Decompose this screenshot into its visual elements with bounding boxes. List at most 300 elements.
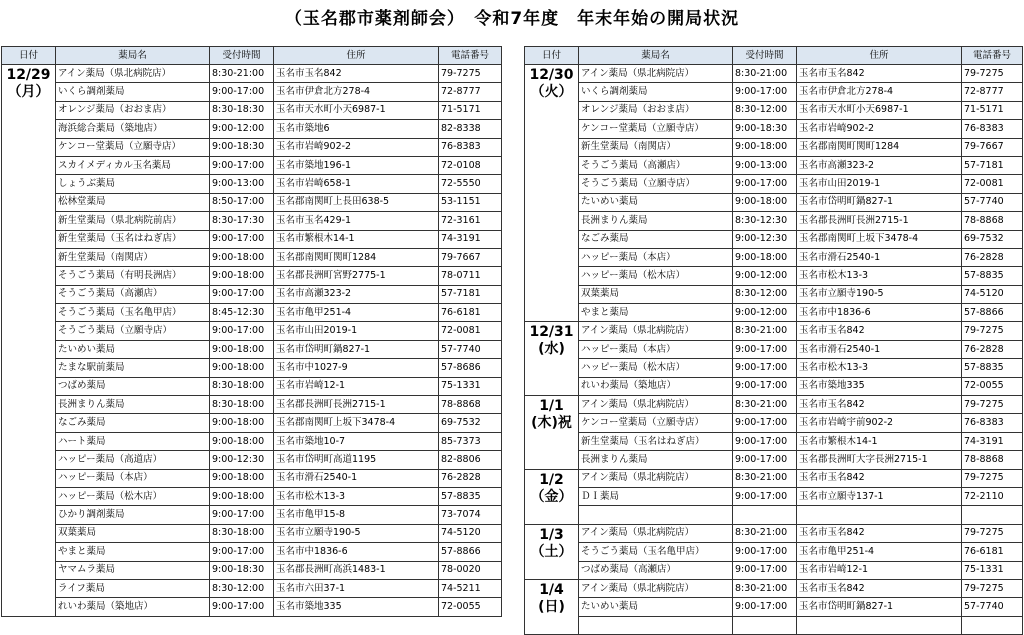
- phone-cell: 72-8777: [962, 83, 1023, 101]
- column-header: 受付時間: [733, 47, 797, 65]
- hours-cell: 9:00-17:00: [733, 414, 797, 432]
- pharmacy-name-cell: ＤＩ薬局: [579, 487, 733, 505]
- phone-cell: 72-0081: [439, 322, 502, 340]
- pharmacy-name-cell: ハッピー薬局（松木店）: [579, 359, 733, 377]
- date-cell: [525, 524, 579, 579]
- phone-cell: 74-5211: [439, 579, 502, 597]
- hours-cell: 9:00-18:00: [210, 267, 274, 285]
- phone-cell: 69-7532: [962, 230, 1023, 248]
- hours-cell: 9:00-17:00: [733, 451, 797, 469]
- address-cell: 玉名市玉名429-1: [274, 212, 439, 230]
- pharmacy-name-cell: アイン薬局（県北病院店）: [579, 469, 733, 487]
- table-row: [525, 359, 1023, 377]
- date-cell: [525, 65, 579, 322]
- table-row: [525, 267, 1023, 285]
- table-row: [525, 193, 1023, 211]
- hours-cell: 9:00-18:00: [210, 487, 274, 505]
- table-row: [2, 175, 502, 193]
- pharmacy-name-cell: ハッピー薬局（本店）: [579, 340, 733, 358]
- column-header: 住所: [797, 47, 962, 65]
- address-cell: 玉名市高瀬323-2: [274, 285, 439, 303]
- table-row: [525, 322, 1023, 340]
- table-row: [525, 156, 1023, 174]
- table-row: [525, 487, 1023, 505]
- hours-cell: 9:00-17:00: [733, 359, 797, 377]
- hours-cell: 9:00-17:00: [733, 543, 797, 561]
- address-cell: 玉名郡長洲町大字長洲2715-1: [797, 451, 962, 469]
- hours-cell: 9:00-17:00: [733, 83, 797, 101]
- phone-cell: 53-1151: [439, 193, 502, 211]
- hours-cell: 9:00-17:00: [210, 506, 274, 524]
- table-row: [2, 65, 502, 83]
- table-row: [2, 101, 502, 119]
- table-row: [2, 451, 502, 469]
- hours-cell: 9:00-18:30: [733, 120, 797, 138]
- address-cell: 玉名市繁根木14-1: [797, 432, 962, 450]
- address-cell: 玉名市伊倉北方278-4: [274, 83, 439, 101]
- pharmacy-name-cell: 松林堂薬局: [56, 193, 210, 211]
- hours-cell: 9:00-18:00: [210, 340, 274, 358]
- table-row: [525, 138, 1023, 156]
- phone-cell: 57-7181: [439, 285, 502, 303]
- pharmacy-name-cell: いくら調剤薬局: [579, 83, 733, 101]
- hours-cell: 8:30-12:00: [733, 101, 797, 119]
- date-cell: [525, 469, 579, 524]
- date-label: 12/29: [6, 67, 51, 83]
- address-cell: 玉名市玉名842: [797, 469, 962, 487]
- table-row: [525, 285, 1023, 303]
- address-cell: [797, 506, 962, 524]
- phone-cell: 78-8868: [439, 396, 502, 414]
- pharmacy-name-cell: そうごう薬局（有明長洲店）: [56, 267, 210, 285]
- address-cell: 玉名市立願寺190-5: [797, 285, 962, 303]
- pharmacy-name-cell: オレンジ薬局（おおま店）: [56, 101, 210, 119]
- column-header: 薬局名: [579, 47, 733, 65]
- address-cell: 玉名市六田37-1: [274, 579, 439, 597]
- pharmacy-name-cell: ケンコー堂薬局（立願寺店）: [579, 414, 733, 432]
- pharmacy-name-cell: ハッピー薬局（松木店）: [579, 267, 733, 285]
- phone-cell: 57-8835: [962, 359, 1023, 377]
- phone-cell: 76-8383: [962, 120, 1023, 138]
- address-cell: 玉名郡長洲町長洲2715-1: [274, 396, 439, 414]
- address-cell: 玉名市滑石2540-1: [797, 248, 962, 266]
- hours-cell: 8:30-12:30: [733, 212, 797, 230]
- phone-cell: 79-7275: [962, 469, 1023, 487]
- phone-cell: 79-7275: [962, 322, 1023, 340]
- hours-cell: 8:30-18:00: [210, 377, 274, 395]
- phone-cell: 76-6181: [439, 304, 502, 322]
- address-cell: 玉名市中1836-6: [274, 543, 439, 561]
- phone-cell: 76-6181: [962, 543, 1023, 561]
- pharmacy-name-cell: ハッピー薬局（本店）: [579, 248, 733, 266]
- pharmacy-name-cell: たいめい薬局: [579, 193, 733, 211]
- phone-cell: 79-7275: [962, 524, 1023, 542]
- table-row: [525, 598, 1023, 616]
- address-cell: 玉名市玉名842: [797, 65, 962, 83]
- hours-cell: 9:00-17:00: [733, 377, 797, 395]
- address-cell: 玉名市岩崎12-1: [797, 561, 962, 579]
- table-row: [2, 359, 502, 377]
- phone-cell: 72-5550: [439, 175, 502, 193]
- hours-cell: 8:30-18:30: [210, 101, 274, 119]
- page-title: （玉名郡市薬剤師会） 令和7年度 年末年始の開局状況: [284, 9, 740, 29]
- table-row: [525, 230, 1023, 248]
- table-row: [2, 138, 502, 156]
- phone-cell: 82-8338: [439, 120, 502, 138]
- pharmacy-name-cell: 新生堂薬局（玉名はねぎ店）: [56, 230, 210, 248]
- table-row: [525, 101, 1023, 119]
- table-row: [525, 561, 1023, 579]
- table-row: [2, 506, 502, 524]
- phone-cell: 85-7373: [439, 432, 502, 450]
- hours-cell: 9:00-17:00: [210, 543, 274, 561]
- pharmacy-name-cell: 双葉薬局: [56, 524, 210, 542]
- address-cell: 玉名市岩崎902-2: [274, 138, 439, 156]
- pharmacy-name-cell: アイン薬局（県北病院店）: [579, 65, 733, 83]
- hours-cell: 8:30-12:00: [733, 285, 797, 303]
- pharmacy-name-cell: つばめ薬局: [56, 377, 210, 395]
- phone-cell: 57-7740: [962, 193, 1023, 211]
- phone-cell: 72-2110: [962, 487, 1023, 505]
- phone-cell: 73-7074: [439, 506, 502, 524]
- hours-cell: 8:30-21:00: [733, 322, 797, 340]
- pharmacy-name-cell: スカイメディカル玉名薬局: [56, 156, 210, 174]
- pharmacy-name-cell: たいめい薬局: [579, 598, 733, 616]
- address-cell: 玉名市玉名842: [274, 65, 439, 83]
- phone-cell: 79-7667: [962, 138, 1023, 156]
- table-row: [2, 579, 502, 597]
- pharmacy-name-cell: なごみ薬局: [56, 414, 210, 432]
- hours-cell: 9:00-18:00: [210, 248, 274, 266]
- date-label: 12/31: [529, 324, 574, 341]
- phone-cell: 72-3161: [439, 212, 502, 230]
- pharmacy-name-cell: いくら調剤薬局: [56, 83, 210, 101]
- address-cell: 玉名市山田2019-1: [797, 175, 962, 193]
- address-cell: 玉名市玉名842: [797, 396, 962, 414]
- address-cell: 玉名市築地335: [797, 377, 962, 395]
- hours-cell: 8:30-21:00: [733, 579, 797, 597]
- pharmacy-name-cell: ケンコー堂薬局（立願寺店）: [579, 120, 733, 138]
- phone-cell: 72-0081: [962, 175, 1023, 193]
- phone-cell: 76-2828: [962, 340, 1023, 358]
- hours-cell: 8:30-18:00: [210, 396, 274, 414]
- table-row: [2, 487, 502, 505]
- address-cell: 玉名市玉名842: [797, 524, 962, 542]
- hours-cell: 8:30-17:30: [210, 212, 274, 230]
- table-row: [2, 83, 502, 101]
- address-cell: 玉名市松木13-3: [797, 359, 962, 377]
- hours-cell: 9:00-17:00: [210, 83, 274, 101]
- pharmacy-name-cell: 新生堂薬局（県北病院前店）: [56, 212, 210, 230]
- phone-cell: 57-7181: [962, 156, 1023, 174]
- phone-cell: 78-0711: [439, 267, 502, 285]
- hours-cell: 9:00-12:00: [210, 120, 274, 138]
- address-cell: 玉名市岱明町鍋827-1: [797, 598, 962, 616]
- address-cell: 玉名市亀甲251-4: [274, 304, 439, 322]
- table-row: [525, 120, 1023, 138]
- column-header: 日付: [2, 47, 56, 65]
- table-row: [2, 322, 502, 340]
- pharmacy-name-cell: ライフ薬局: [56, 579, 210, 597]
- phone-cell: 76-8383: [962, 414, 1023, 432]
- table-row: [2, 414, 502, 432]
- date-label: 12/30: [529, 67, 574, 83]
- phone-cell: 72-0108: [439, 156, 502, 174]
- hours-cell: 9:00-17:00: [210, 598, 274, 616]
- schedule-table-right: [524, 46, 1023, 635]
- phone-cell: 79-7275: [962, 579, 1023, 597]
- pharmacy-name-cell: 長洲まりん薬局: [579, 451, 733, 469]
- table-row: [525, 212, 1023, 230]
- phone-cell: 72-0055: [962, 377, 1023, 395]
- hours-cell: 9:00-17:00: [210, 156, 274, 174]
- address-cell: 玉名市中1027-9: [274, 359, 439, 377]
- address-cell: 玉名市松木13-3: [274, 487, 439, 505]
- date-cell: [2, 65, 56, 617]
- column-header: 受付時間: [210, 47, 274, 65]
- phone-cell: 79-7275: [962, 396, 1023, 414]
- table-row: [2, 543, 502, 561]
- table-row: [525, 469, 1023, 487]
- table-row: [525, 396, 1023, 414]
- hours-cell: 9:00-13:00: [733, 156, 797, 174]
- hours-cell: 9:00-18:00: [733, 138, 797, 156]
- pharmacy-name-cell: アイン薬局（県北病院店）: [579, 396, 733, 414]
- phone-cell: 57-8835: [439, 487, 502, 505]
- pharmacy-name-cell: やまと薬局: [579, 304, 733, 322]
- pharmacy-name-cell: そうごう薬局（高瀬店）: [56, 285, 210, 303]
- address-cell: 玉名市繁根木14-1: [274, 230, 439, 248]
- phone-cell: 78-0020: [439, 561, 502, 579]
- table-row: [525, 340, 1023, 358]
- phone-cell: 74-3191: [439, 230, 502, 248]
- table-row: [2, 561, 502, 579]
- hours-cell: 8:30-12:00: [210, 579, 274, 597]
- address-cell: 玉名市岱明町高道1195: [274, 451, 439, 469]
- hours-cell: 9:00-18:30: [210, 138, 274, 156]
- hours-cell: 9:00-18:00: [210, 469, 274, 487]
- hours-cell: 8:50-17:00: [210, 193, 274, 211]
- pharmacy-name-cell: つばめ薬局（高瀬店）: [579, 561, 733, 579]
- pharmacy-name-cell: 長洲まりん薬局: [579, 212, 733, 230]
- hours-cell: 8:30-21:00: [733, 469, 797, 487]
- hours-cell: 9:00-12:30: [733, 230, 797, 248]
- pharmacy-name-cell: たまな駅前薬局: [56, 359, 210, 377]
- phone-cell: 71-5171: [439, 101, 502, 119]
- hours-cell: 8:30-18:00: [210, 524, 274, 542]
- table-row: [2, 396, 502, 414]
- address-cell: 玉名市滑石2540-1: [797, 340, 962, 358]
- pharmacy-name-cell: 新生堂薬局（玉名はねぎ店）: [579, 432, 733, 450]
- address-cell: 玉名市岩崎宇前902-2: [797, 414, 962, 432]
- phone-cell: 79-7275: [962, 65, 1023, 83]
- address-cell: 玉名郡南関町関町1284: [797, 138, 962, 156]
- phone-cell: 79-7275: [439, 65, 502, 83]
- table-row: [2, 304, 502, 322]
- table-row: [525, 304, 1023, 322]
- table-row: [525, 175, 1023, 193]
- phone-cell: 57-7740: [439, 340, 502, 358]
- address-cell: 玉名郡南関町上坂下3478-4: [274, 414, 439, 432]
- phone-cell: 57-8866: [439, 543, 502, 561]
- hours-cell: 8:45-12:30: [210, 304, 274, 322]
- address-cell: 玉名市岱明町鍋827-1: [274, 340, 439, 358]
- address-cell: 玉名市築地196-1: [274, 156, 439, 174]
- column-header: 電話番号: [962, 47, 1023, 65]
- weekday-label: （月）: [7, 84, 50, 100]
- pharmacy-name-cell: そうごう薬局（玉名亀甲店）: [56, 304, 210, 322]
- address-cell: 玉名市築地10-7: [274, 432, 439, 450]
- hours-cell: 9:00-17:00: [733, 598, 797, 616]
- phone-cell: 76-2828: [439, 469, 502, 487]
- phone-cell: 74-3191: [962, 432, 1023, 450]
- column-header: 電話番号: [439, 47, 502, 65]
- phone-cell: 57-8835: [962, 267, 1023, 285]
- phone-cell: 82-8806: [439, 451, 502, 469]
- date-cell: [525, 579, 579, 634]
- table-row: [2, 469, 502, 487]
- pharmacy-name-cell: 長洲まりん薬局: [56, 396, 210, 414]
- table-row: [2, 432, 502, 450]
- address-cell: 玉名市亀甲15-8: [274, 506, 439, 524]
- table-row: [2, 248, 502, 266]
- phone-cell: 57-7740: [962, 598, 1023, 616]
- address-cell: 玉名市岱明町鍋827-1: [797, 193, 962, 211]
- address-cell: 玉名市岩崎12-1: [274, 377, 439, 395]
- phone-cell: 75-1331: [439, 377, 502, 395]
- pharmacy-name-cell: ハッピー薬局（松木店）: [56, 487, 210, 505]
- phone-cell: 74-5120: [439, 524, 502, 542]
- hours-cell: [733, 506, 797, 524]
- pharmacy-name-cell: ヤマムラ薬局: [56, 561, 210, 579]
- table-row: [525, 83, 1023, 101]
- address-cell: 玉名市山田2019-1: [274, 322, 439, 340]
- pharmacy-name-cell: アイン薬局（県北病院店）: [579, 322, 733, 340]
- address-cell: 玉名市滑石2540-1: [274, 469, 439, 487]
- pharmacy-name-cell: ハッピー薬局（本店）: [56, 469, 210, 487]
- hours-cell: 9:00-18:00: [210, 432, 274, 450]
- pharmacy-name-cell: ハート薬局: [56, 432, 210, 450]
- hours-cell: 9:00-17:00: [733, 561, 797, 579]
- table-row: [525, 543, 1023, 561]
- address-cell: 玉名市中1836-6: [797, 304, 962, 322]
- weekday-label: (日): [538, 598, 565, 615]
- address-cell: 玉名郡南関町上坂下3478-4: [797, 230, 962, 248]
- phone-cell: [962, 506, 1023, 524]
- weekday-label: （金）: [530, 488, 573, 505]
- pharmacy-name-cell: なごみ薬局: [579, 230, 733, 248]
- pharmacy-name-cell: 新生堂薬局（南関店）: [56, 248, 210, 266]
- address-cell: 玉名市築地335: [274, 598, 439, 616]
- pharmacy-name-cell: そうごう薬局（立願寺店）: [579, 175, 733, 193]
- hours-cell: 9:00-17:00: [733, 487, 797, 505]
- address-cell: 玉名市高瀬323-2: [797, 156, 962, 174]
- pharmacy-name-cell: 海浜総合薬局（築地店）: [56, 120, 210, 138]
- address-cell: 玉名市岩崎658-1: [274, 175, 439, 193]
- hours-cell: 9:00-17:00: [733, 175, 797, 193]
- address-cell: 玉名郡長洲町高浜1483-1: [274, 561, 439, 579]
- schedule-table-left: [1, 46, 502, 617]
- weekday-label: （土）: [530, 543, 573, 560]
- table-row: [2, 193, 502, 211]
- address-cell: 玉名市玉名842: [797, 322, 962, 340]
- table-row: [525, 579, 1023, 597]
- table-row: [525, 432, 1023, 450]
- hours-cell: 9:00-18:00: [210, 414, 274, 432]
- date-label: 1/1: [539, 398, 564, 415]
- phone-cell: 78-8868: [962, 451, 1023, 469]
- weekday-label: （火）: [530, 84, 573, 100]
- pharmacy-name-cell: しょうぶ薬局: [56, 175, 210, 193]
- phone-cell: 71-5171: [962, 101, 1023, 119]
- hours-cell: 9:00-17:00: [733, 432, 797, 450]
- table-row: [2, 524, 502, 542]
- hours-cell: 9:00-12:00: [733, 304, 797, 322]
- table-row: [525, 248, 1023, 266]
- hours-cell: 9:00-12:30: [210, 451, 274, 469]
- table-row: [525, 377, 1023, 395]
- pharmacy-name-cell: そうごう薬局（高瀬店）: [579, 156, 733, 174]
- hours-cell: 8:30-21:00: [733, 396, 797, 414]
- table-row: [2, 340, 502, 358]
- pharmacy-name-cell: ハッピー薬局（高道店）: [56, 451, 210, 469]
- address-cell: 玉名郡南関町上長田638-5: [274, 193, 439, 211]
- hours-cell: 9:00-18:30: [210, 561, 274, 579]
- address-cell: 玉名郡南関町関町1284: [274, 248, 439, 266]
- header-row: [2, 47, 502, 65]
- table-row: [2, 120, 502, 138]
- hours-cell: 9:00-12:00: [733, 267, 797, 285]
- table-row: [2, 267, 502, 285]
- table-row: [2, 212, 502, 230]
- address-cell: 玉名市立願寺190-5: [274, 524, 439, 542]
- table-row: [525, 524, 1023, 542]
- phone-cell: 79-7667: [439, 248, 502, 266]
- pharmacy-name-cell: れいわ薬局（築地店）: [56, 598, 210, 616]
- pharmacy-name-cell: アイン薬局（県北病院店）: [579, 579, 733, 597]
- hours-cell: 9:00-13:00: [210, 175, 274, 193]
- address-cell: 玉名市玉名842: [797, 579, 962, 597]
- pharmacy-name-cell: アイン薬局（県北病院店）: [579, 524, 733, 542]
- address-cell: 玉名市立願寺137-1: [797, 487, 962, 505]
- address-cell: 玉名市天水町小天6987-1: [274, 101, 439, 119]
- hours-cell: 9:00-17:00: [210, 285, 274, 303]
- phone-cell: 76-2828: [962, 248, 1023, 266]
- date-cell: [525, 396, 579, 470]
- address-cell: 玉名市松木13-3: [797, 267, 962, 285]
- table-row: [2, 230, 502, 248]
- pharmacy-name-cell: そうごう薬局（玉名亀甲店）: [579, 543, 733, 561]
- pharmacy-name-cell: [579, 506, 733, 524]
- hours-cell: 9:00-17:00: [733, 340, 797, 358]
- column-header: 薬局名: [56, 47, 210, 65]
- pharmacy-name-cell: オレンジ薬局（おおま店）: [579, 101, 733, 119]
- column-header: 日付: [525, 47, 579, 65]
- table-row: [525, 451, 1023, 469]
- date-label: 1/3: [539, 526, 564, 543]
- phone-cell: 57-8866: [962, 304, 1023, 322]
- phone-cell: 76-8383: [439, 138, 502, 156]
- pharmacy-name-cell: ケンコー堂薬局（立願寺店）: [56, 138, 210, 156]
- pharmacy-name-cell: ひかり調剤薬局: [56, 506, 210, 524]
- date-label: 1/2: [539, 471, 564, 488]
- date-cell: [525, 322, 579, 396]
- pharmacy-name-cell: やまと薬局: [56, 543, 210, 561]
- phone-cell: 69-7532: [439, 414, 502, 432]
- address-cell: 玉名市伊倉北方278-4: [797, 83, 962, 101]
- phone-cell: 72-0055: [439, 598, 502, 616]
- date-label: 1/4: [539, 581, 564, 598]
